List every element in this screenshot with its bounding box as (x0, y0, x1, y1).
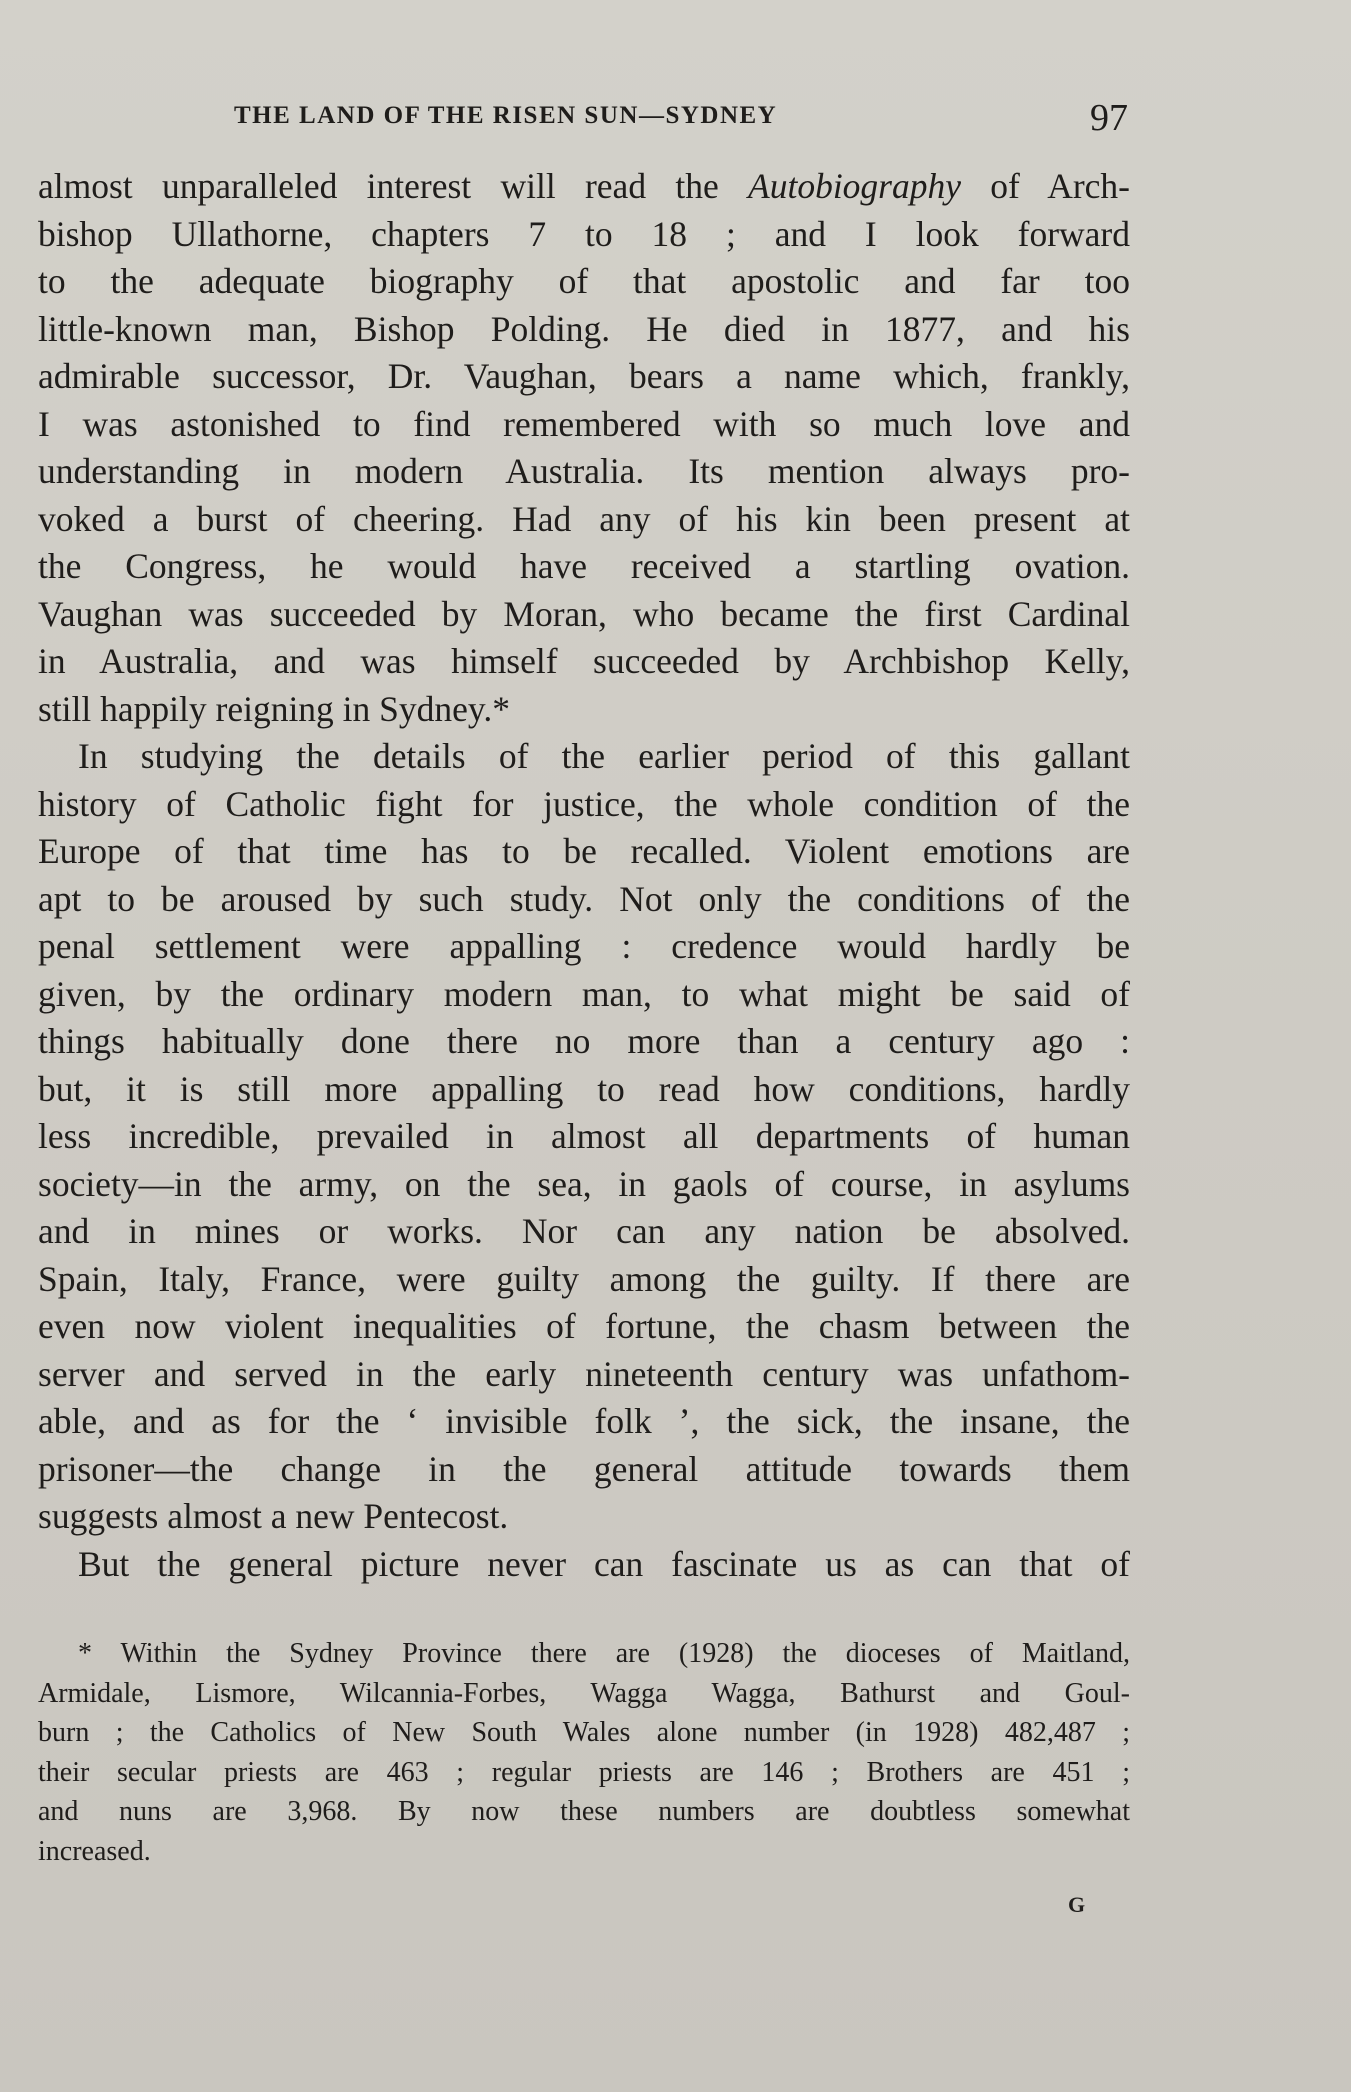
body-text (38, 163, 1130, 1588)
text-line: less incredible, prevailed in almost all departments of human (38, 1116, 1130, 1156)
text-line: bishop Ullathorne, chapters 7 to 18 ; and I look forward (38, 213, 1130, 254)
text-line: prisoner—the change in the general attitude towards them (38, 1448, 1130, 1489)
footnote-line: and nuns are 3,968. By now these numbers are doubtless somewhat (38, 1796, 1130, 1827)
running-head (38, 98, 1130, 148)
text-line: little-known man, Bishop Polding. He died in 1877, and his (38, 308, 1130, 349)
text-line: society—in the army, on the sea, in gaols of course, in asylums (38, 1163, 1130, 1204)
paragraph-start: But the general picture never can fascinate us as can that of (78, 1543, 1130, 1584)
text-line: still happily reigning in Sydney.* (38, 688, 510, 729)
footnote-line: increased. (38, 1835, 151, 1867)
text-line: but, it is still more appalling to read how conditions, hardly (38, 1068, 1130, 1109)
text-line: things habitually done there no more than a century ago : (38, 1021, 1130, 1061)
text-line: Spain, Italy, France, were guilty among the guilty. If there are (38, 1258, 1130, 1299)
footnote-line: Armidale, Lismore, Wilcannia-Forbes, Wagga Wagga, Bathurst and Goul- (38, 1677, 1130, 1709)
text-line: voked a burst of cheering. Had any of his kin been present at (38, 498, 1130, 539)
text-line: suggests almost a new Pentecost. (38, 1496, 509, 1536)
text-line: admirable successor, Dr. Vaughan, bears a name which, frankly, (38, 356, 1130, 396)
text-line: the Congress, he would have received a startling ovation. (38, 546, 1130, 586)
text-line: in Australia, and was himself succeeded by Archbishop Kelly, (38, 641, 1130, 681)
text-line: apt to be aroused by such study. Not only the conditions of the (38, 878, 1130, 919)
footnote-line: burn ; the Catholics of New South Wales alone number (in 1928) 482,487 ; (38, 1717, 1130, 1748)
running-title: THE LAND OF THE RISEN SUN—SYDNEY (234, 102, 778, 129)
text-line: to the adequate biography of that apostolic and far too (38, 261, 1130, 301)
text-line: Vaughan was succeeded by Moran, who became the first Cardinal (38, 593, 1130, 634)
text-line: and in mines or works. Nor can any nation be absolved. (38, 1211, 1130, 1251)
italic-title: Autobiography (748, 166, 961, 206)
text-line: given, by the ordinary modern man, to what might be said of (38, 973, 1130, 1014)
text-line: penal settlement were appalling : credence would hardly be (38, 926, 1130, 966)
text-line: even now violent inequalities of fortune, the chasm between the (38, 1306, 1130, 1346)
text-line: understanding in modern Australia. Its mention always pro- (38, 451, 1130, 491)
footnote-line: their secular priests are 463 ; regular priests are 146 ; Brothers are 451 ; (38, 1756, 1130, 1788)
text-line: able, and as for the ‘ invisible folk ’, the sick, the insane, the (38, 1401, 1130, 1441)
text-line: server and served in the early nineteenth century was unfathom- (38, 1353, 1130, 1394)
text-line: I was astonished to find remembered with so much love and (38, 403, 1130, 444)
footnote (38, 1634, 1130, 1871)
paragraph-start: In studying the details of the earlier period of this gallant (78, 736, 1130, 776)
text-line: almost unparalleled interest will read the Autobiography of Arch- (38, 166, 1130, 206)
text-line: history of Catholic fight for justice, the whole condition of the (38, 783, 1130, 824)
footnote-line: * Within the Sydney Province there are (1928) the dioceses of Maitland, (78, 1638, 1130, 1669)
signature-mark: G (1068, 1892, 1086, 1917)
text-line: Europe of that time has to be recalled. Violent emotions are (38, 831, 1130, 871)
page-number: 97 (1090, 97, 1128, 139)
